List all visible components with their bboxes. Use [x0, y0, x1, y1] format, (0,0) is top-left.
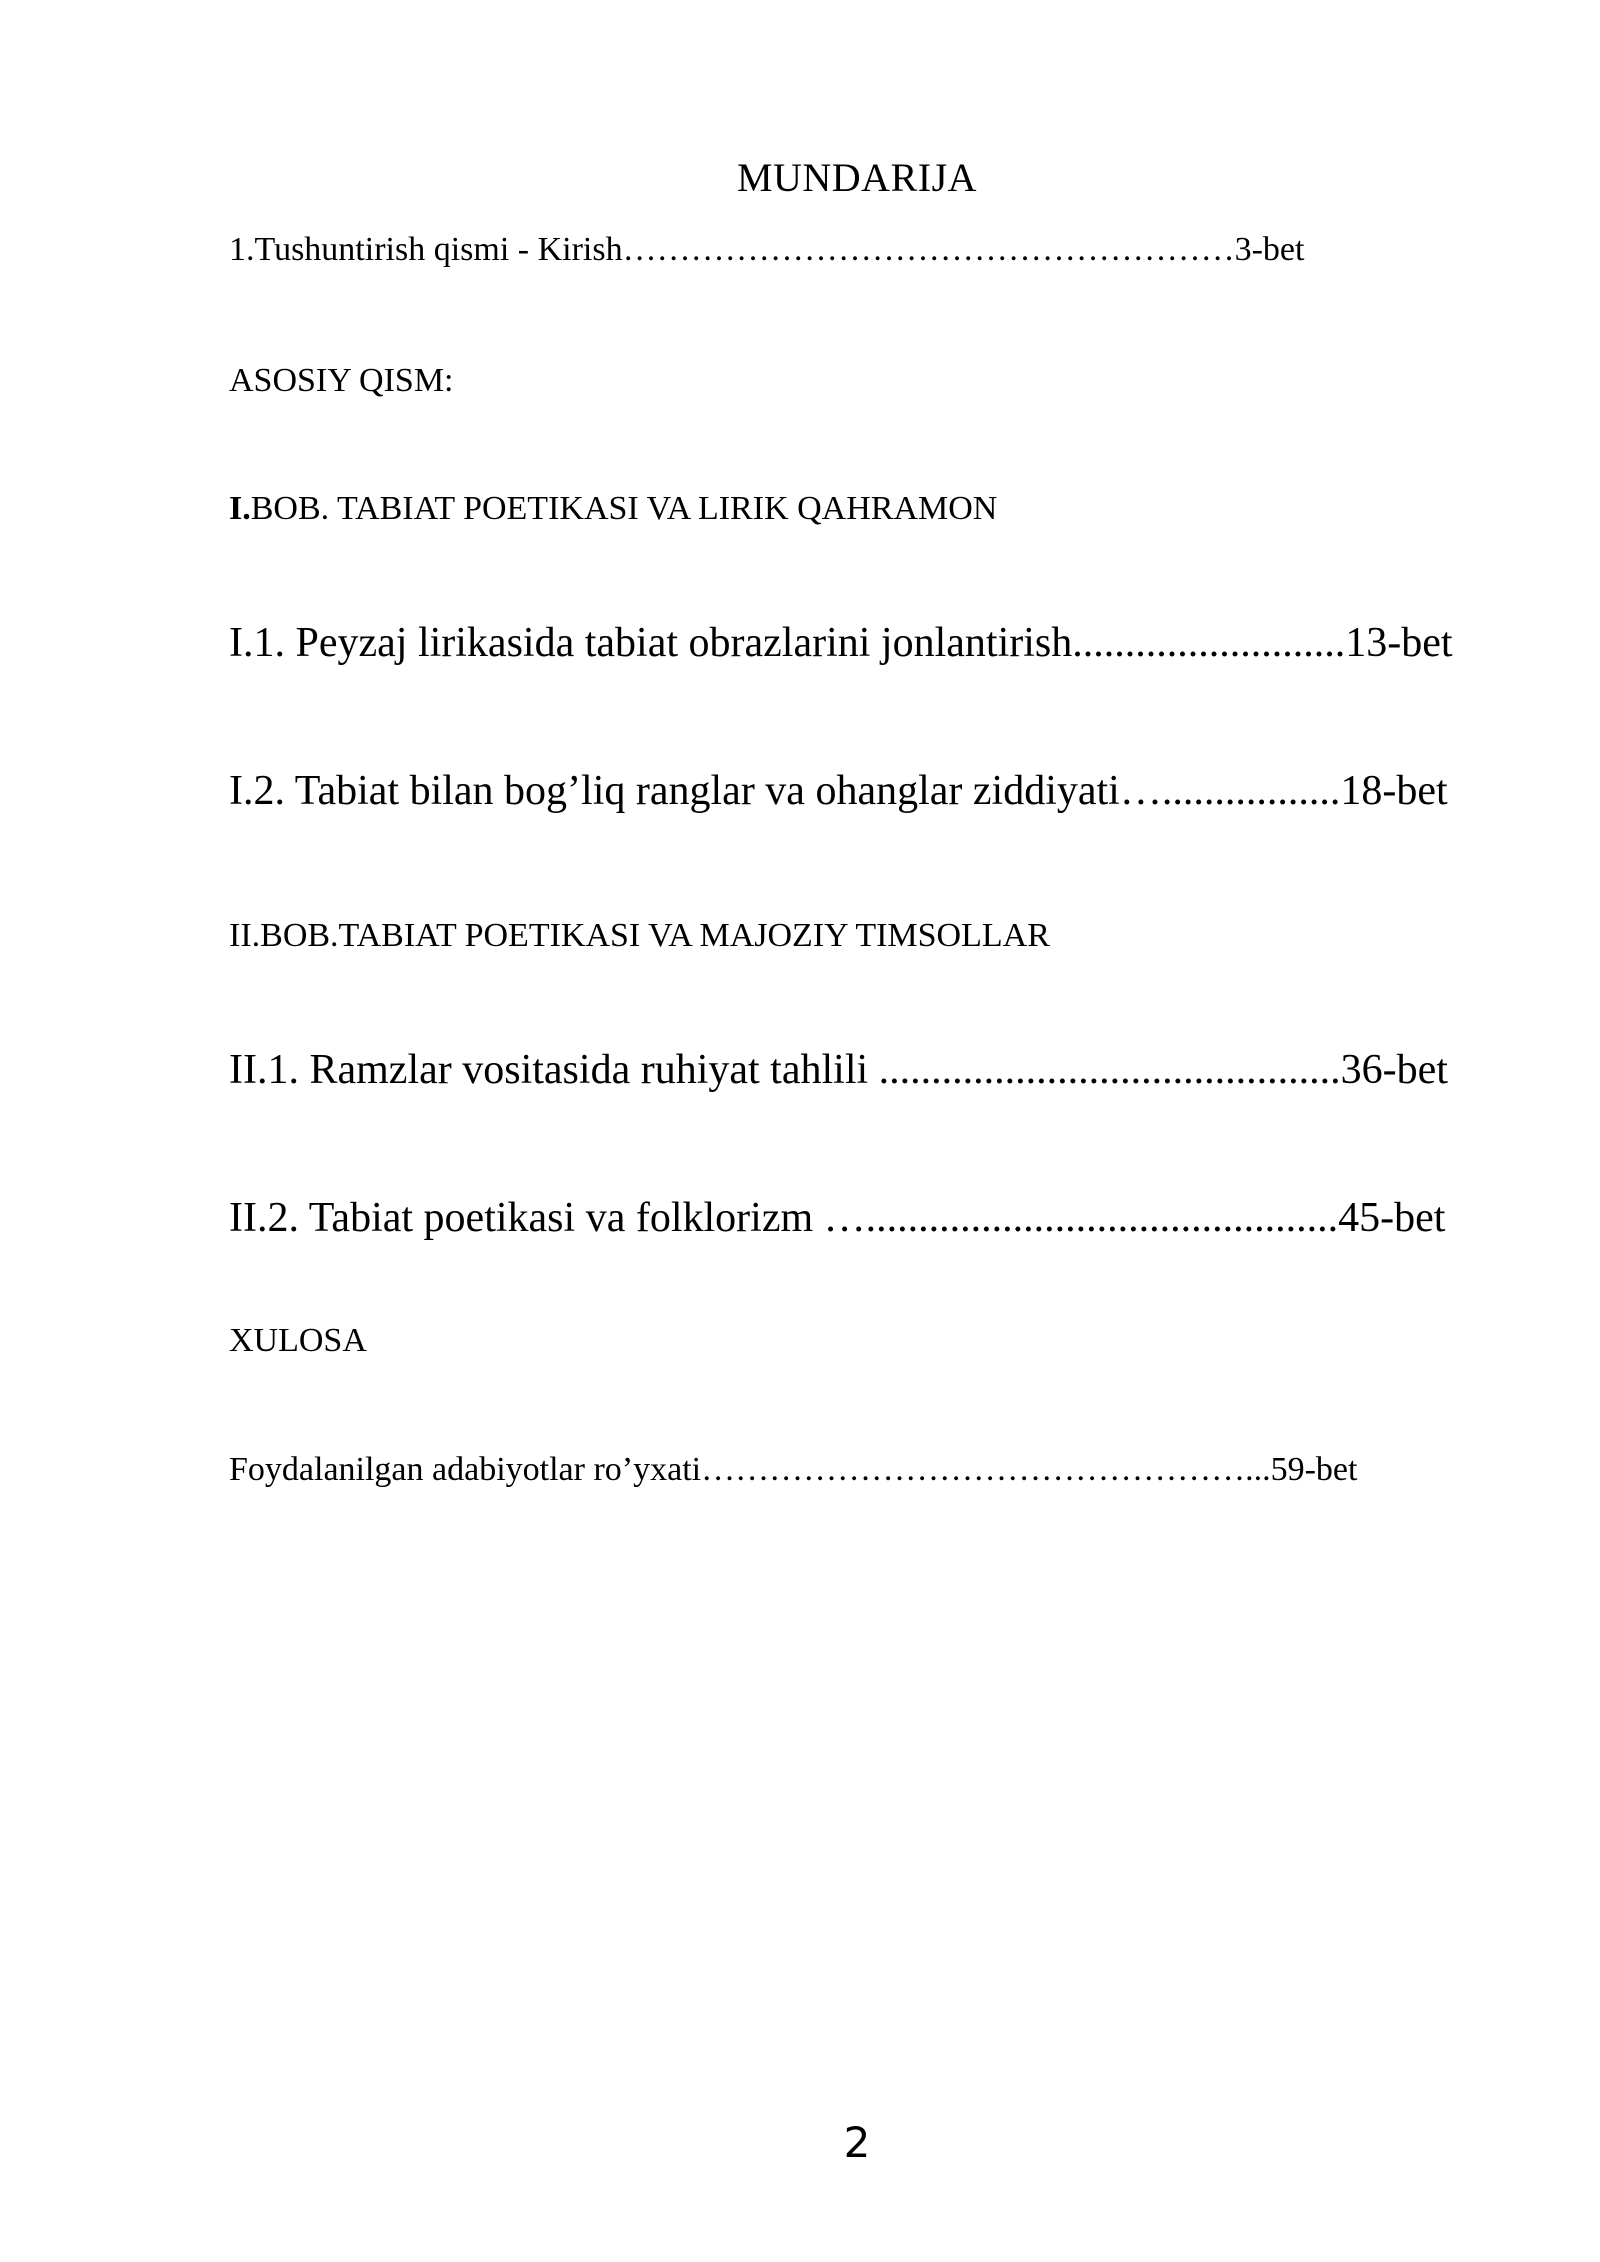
toc-entry-introduction: 1.Tushuntirish qismi - Kirish………………………………………………3-bet — [229, 231, 1305, 268]
toc-entry-section-1-2: I.2. Tabiat bilan bog’liq ranglar va ohanglar ziddiyati….................18-bet — [229, 768, 1448, 814]
toc-entry-section-2-2: II.2. Tabiat poetikasi va folklorizm ….............................................45-bet — [229, 1195, 1446, 1241]
toc-chapter-2-heading: II.BOB.TABIAT POETIKASI VA MAJOZIY TIMSOLLAR — [229, 917, 1050, 954]
toc-main-part-heading: ASOSIY QISM: — [229, 362, 454, 399]
toc-entry-references: Foydalanilgan adabiyotlar ro’yxati…………………………………………...59-bet — [229, 1451, 1358, 1488]
page-title: MUNDARIJA — [736, 155, 978, 200]
toc-entry-section-2-1: II.1. Ramzlar vositasida ruhiyat tahlili ............................................36-bet — [229, 1047, 1448, 1093]
toc-conclusion-heading: XULOSA — [229, 1322, 367, 1359]
toc-chapter-1-heading — [229, 489, 997, 529]
chapter-1-number: I. — [229, 490, 251, 527]
page-number: 2 — [843, 2118, 871, 2167]
chapter-1-title: BOB. TABIAT POETIKASI VA LIRIK QAHRAMON — [250, 490, 998, 527]
toc-entry-section-1-1: I.1. Peyzaj lirikasida tabiat obrazlarini jonlantirish..........................13-bet — [229, 620, 1453, 666]
